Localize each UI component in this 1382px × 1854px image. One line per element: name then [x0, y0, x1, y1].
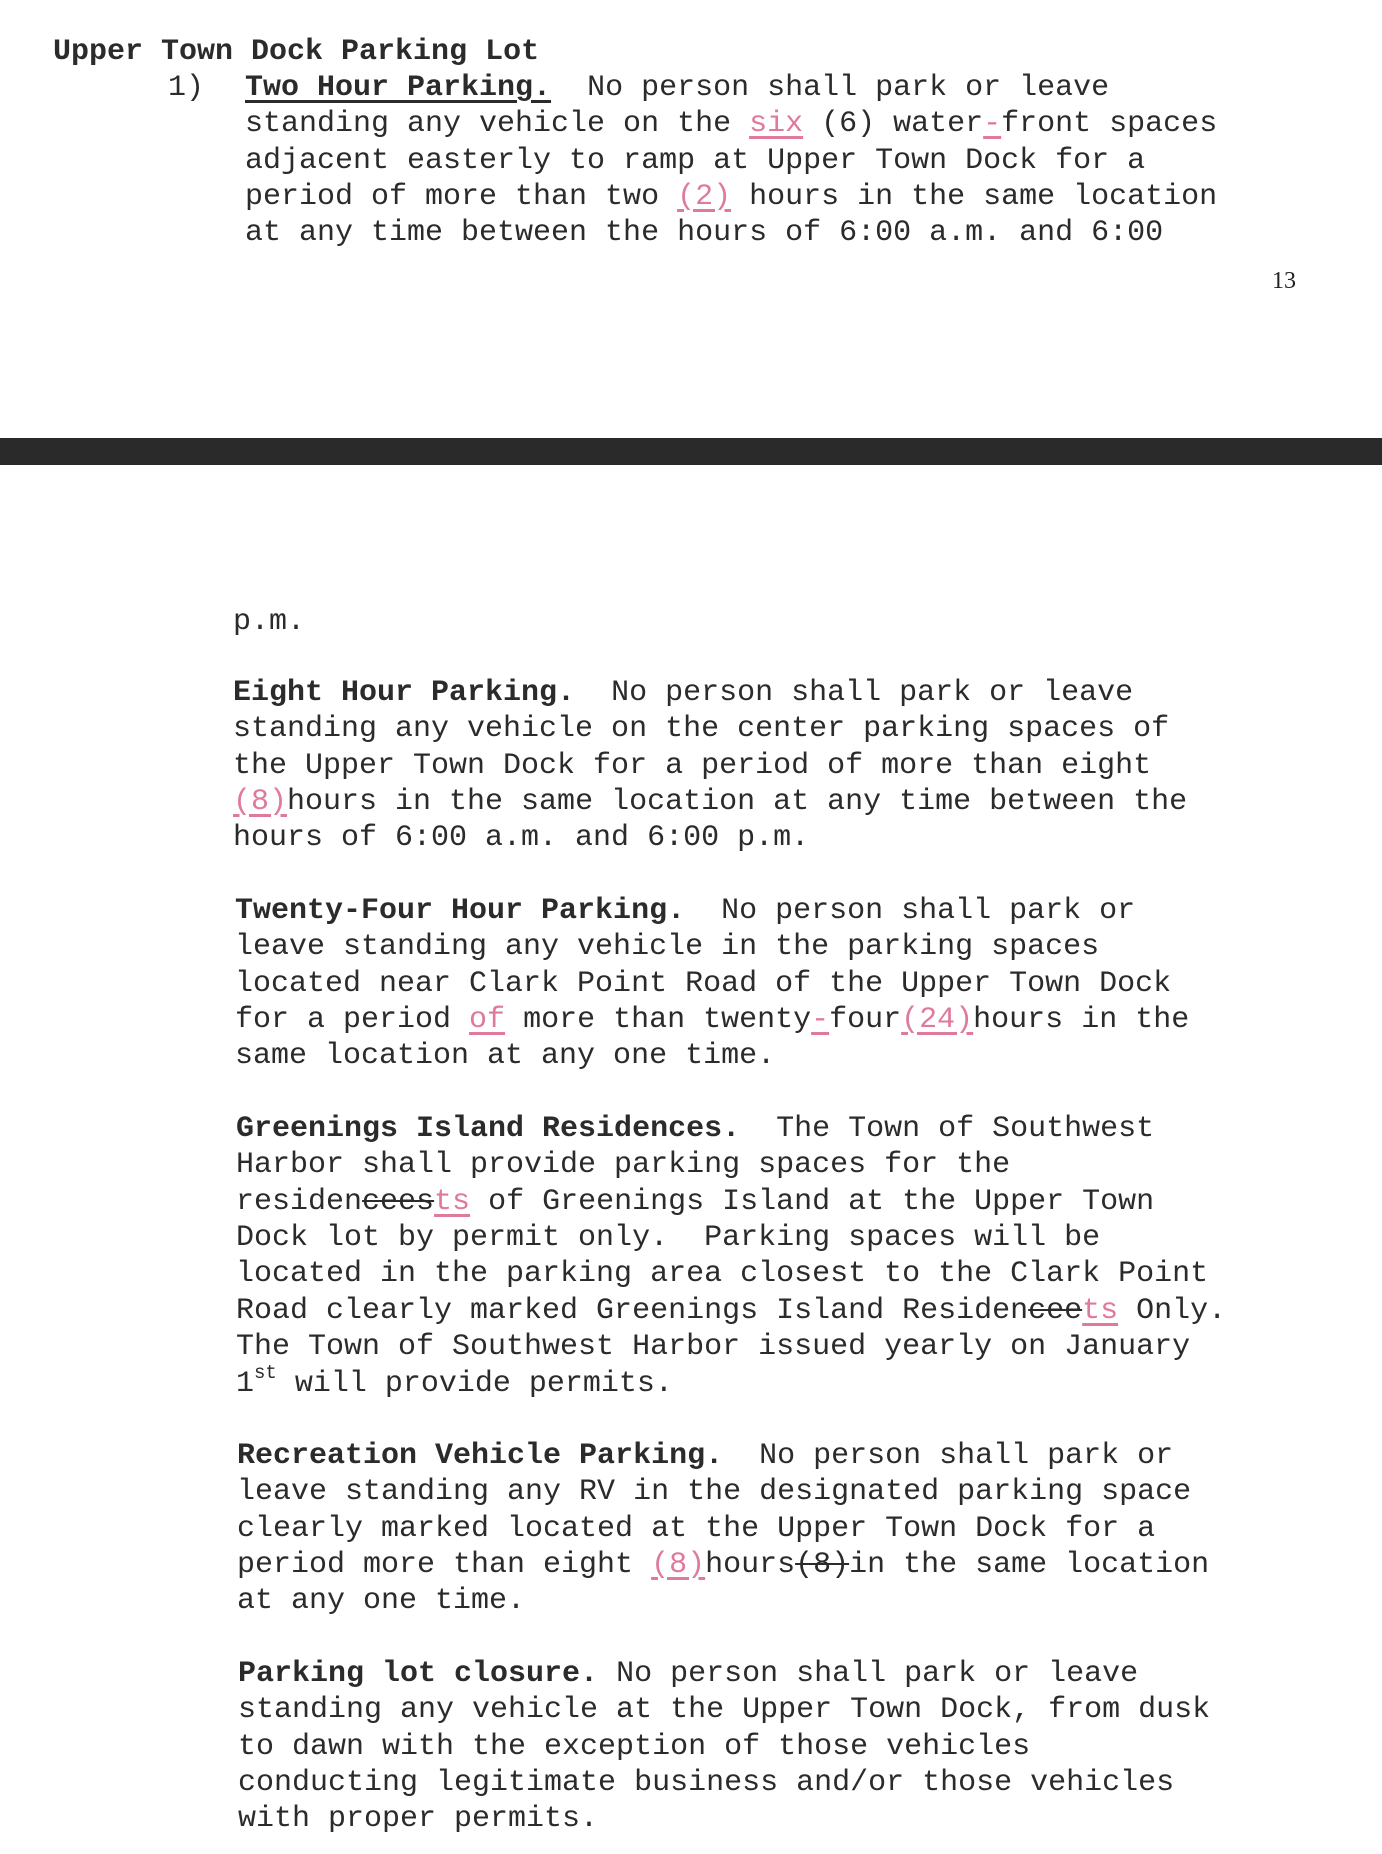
paragraph-line: the Upper Town Dock for a period of more than eight: [233, 749, 1152, 783]
paragraph-line: leave standing any vehicle in the parking spaces: [235, 930, 1100, 964]
paragraph-line: Harbor shall provide parking spaces for the: [236, 1148, 1011, 1182]
paragraph-line: [236, 1184, 1154, 1220]
text-span: standing any vehicle on the: [245, 107, 750, 141]
text-span: period of more than two: [245, 180, 678, 214]
text-span: The Town of Southwest: [740, 1112, 1155, 1146]
paragraph-line: [236, 1293, 1226, 1329]
paragraph-line: [245, 179, 1217, 215]
section-title-parking-lot-closure: Parking lot closure.: [238, 1657, 599, 1691]
text-span: No person shall park or: [685, 894, 1136, 928]
continuation-text: p.m.: [233, 605, 306, 639]
paragraph-line: adjacent easterly to ramp at Upper Town Dock for a: [245, 144, 1146, 178]
inserted-text: (8): [651, 1548, 706, 1582]
inserted-text: -: [811, 1003, 830, 1037]
paragraph-line: located in the parking area closest to the Clark Point: [236, 1257, 1209, 1291]
paragraph-line: same location at any one time.: [235, 1039, 776, 1073]
paragraph-line: at any one time.: [237, 1584, 526, 1618]
page-divider: [0, 438, 1382, 465]
text-span: hours in the: [973, 1003, 1190, 1037]
text-span: front spaces: [1001, 107, 1218, 141]
paragraph-line: standing any vehicle on the center parking spaces of: [233, 712, 1170, 746]
text-span: No person shall park or leave: [575, 676, 1134, 710]
paragraph-line: [236, 1362, 673, 1402]
paragraph-line: [235, 893, 1135, 929]
text-span: residen: [236, 1185, 363, 1219]
paragraph-line: Dock lot by permit only. Parking spaces will be: [236, 1221, 1101, 1255]
paragraph-line: [237, 1438, 1173, 1474]
text-span: more than twenty: [505, 1003, 812, 1037]
paragraph-line: leave standing any RV in the designated parking space: [237, 1475, 1192, 1509]
inserted-text: ts: [1082, 1294, 1119, 1328]
text-span: 1: [236, 1367, 255, 1401]
item-number: 1): [168, 71, 205, 105]
paragraph-line: to dawn with the exception of those vehicles: [238, 1730, 1031, 1764]
inserted-text: six: [749, 107, 804, 141]
superscript: st: [254, 1362, 277, 1384]
paragraph-line: standing any vehicle at the Upper Town Dock, from dusk: [238, 1693, 1211, 1727]
paragraph-line: [238, 1656, 1138, 1692]
paragraph-line: at any time between the hours of 6:00 a.m. and 6:00: [245, 216, 1164, 250]
inserted-text: (8): [233, 785, 288, 819]
paragraph-line: [237, 1547, 1209, 1583]
paragraph-line: clearly marked located at the Upper Town Dock for a: [237, 1512, 1156, 1546]
paragraph-line: [245, 106, 1217, 142]
section-title-recreation-vehicle: Recreation Vehicle Parking.: [237, 1439, 724, 1473]
section-heading: Upper Town Dock Parking Lot: [53, 35, 540, 69]
paragraph-line: [233, 675, 1133, 711]
paragraph-line: hours of 6:00 a.m. and 6:00 p.m.: [233, 821, 810, 855]
section-title-eight-hour: Eight Hour Parking.: [233, 676, 576, 710]
paragraph-line: [233, 784, 1187, 820]
inserted-text: (2): [677, 180, 732, 214]
paragraph-line: with proper permits.: [238, 1802, 599, 1836]
paragraph-line: [245, 70, 1109, 106]
paragraph-line: located near Clark Point Road of the Upper Town Dock: [235, 967, 1172, 1001]
section-title-greenings-island: Greenings Island Residences.: [236, 1112, 741, 1146]
page-number: 13: [1272, 268, 1296, 294]
text-span: No person shall park or: [723, 1439, 1174, 1473]
text-span: in the same location: [849, 1548, 1210, 1582]
text-span: (6) water: [803, 107, 984, 141]
paragraph-line: conducting legitimate business and/or those vehicles: [238, 1766, 1175, 1800]
text-span: No person shall park or leave: [551, 71, 1110, 105]
item-title: Two Hour Parking.: [245, 71, 552, 105]
text-span: hours in the same location at any time between the: [287, 785, 1188, 819]
deleted-text: cee: [1028, 1294, 1083, 1328]
text-span: of Greenings Island at the Upper Town: [470, 1185, 1155, 1219]
deleted-text: (8): [795, 1548, 850, 1582]
inserted-text: of: [469, 1003, 506, 1037]
text-span: period more than eight: [237, 1548, 652, 1582]
paragraph-line: [236, 1111, 1154, 1147]
text-span: hours in the same location: [731, 180, 1218, 214]
text-span: will provide permits.: [276, 1367, 673, 1401]
inserted-text: (24): [901, 1003, 974, 1037]
deleted-text: cees: [362, 1185, 435, 1219]
paragraph-line: The Town of Southwest Harbor issued yearly on January: [236, 1330, 1191, 1364]
inserted-text: ts: [434, 1185, 471, 1219]
text-span: Only.: [1118, 1294, 1227, 1328]
text-span: four: [829, 1003, 902, 1037]
text-span: hours: [705, 1548, 796, 1582]
paragraph-line: [235, 1002, 1189, 1038]
text-span: No person shall park or leave: [598, 1657, 1139, 1691]
text-span: for a period: [235, 1003, 470, 1037]
text-span: Road clearly marked Greenings Island Residen: [236, 1294, 1029, 1328]
section-title-twenty-four-hour: Twenty-Four Hour Parking.: [235, 894, 686, 928]
inserted-text: -: [983, 107, 1002, 141]
